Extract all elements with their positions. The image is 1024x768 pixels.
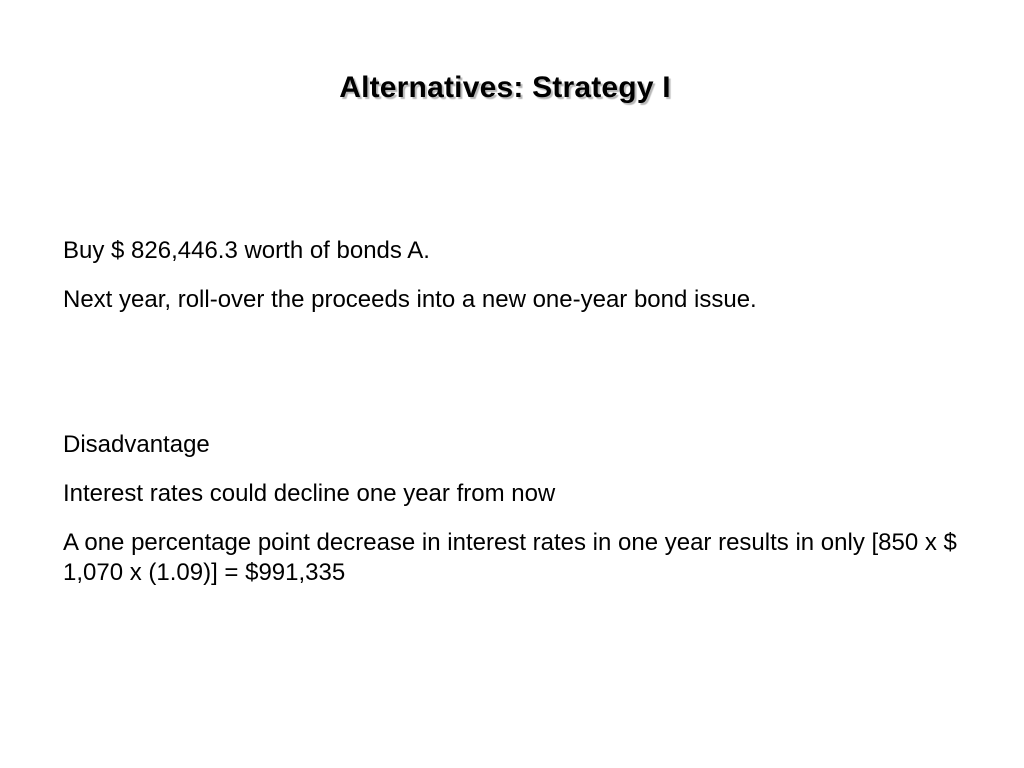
strategy-text-block — [63, 236, 973, 315]
disadvantage-text-block — [63, 430, 973, 588]
disadvantage-line-rates: Interest rates could decline one year from now — [63, 480, 556, 507]
disadvantage-line-calculation: A one percentage point decrease in interest rates in one year results in only [850 x $ 1,070 x (1.09)] = $991,335 — [63, 529, 957, 586]
strategy-line-buy: Buy $ 826,446.3 worth of bonds A. — [63, 237, 430, 264]
strategy-line-rollover: Next year, roll-over the proceeds into a new one-year bond issue. — [63, 286, 757, 313]
disadvantage-heading: Disadvantage — [63, 431, 210, 458]
slide-title: Alternatives: Strategy I — [339, 71, 671, 104]
